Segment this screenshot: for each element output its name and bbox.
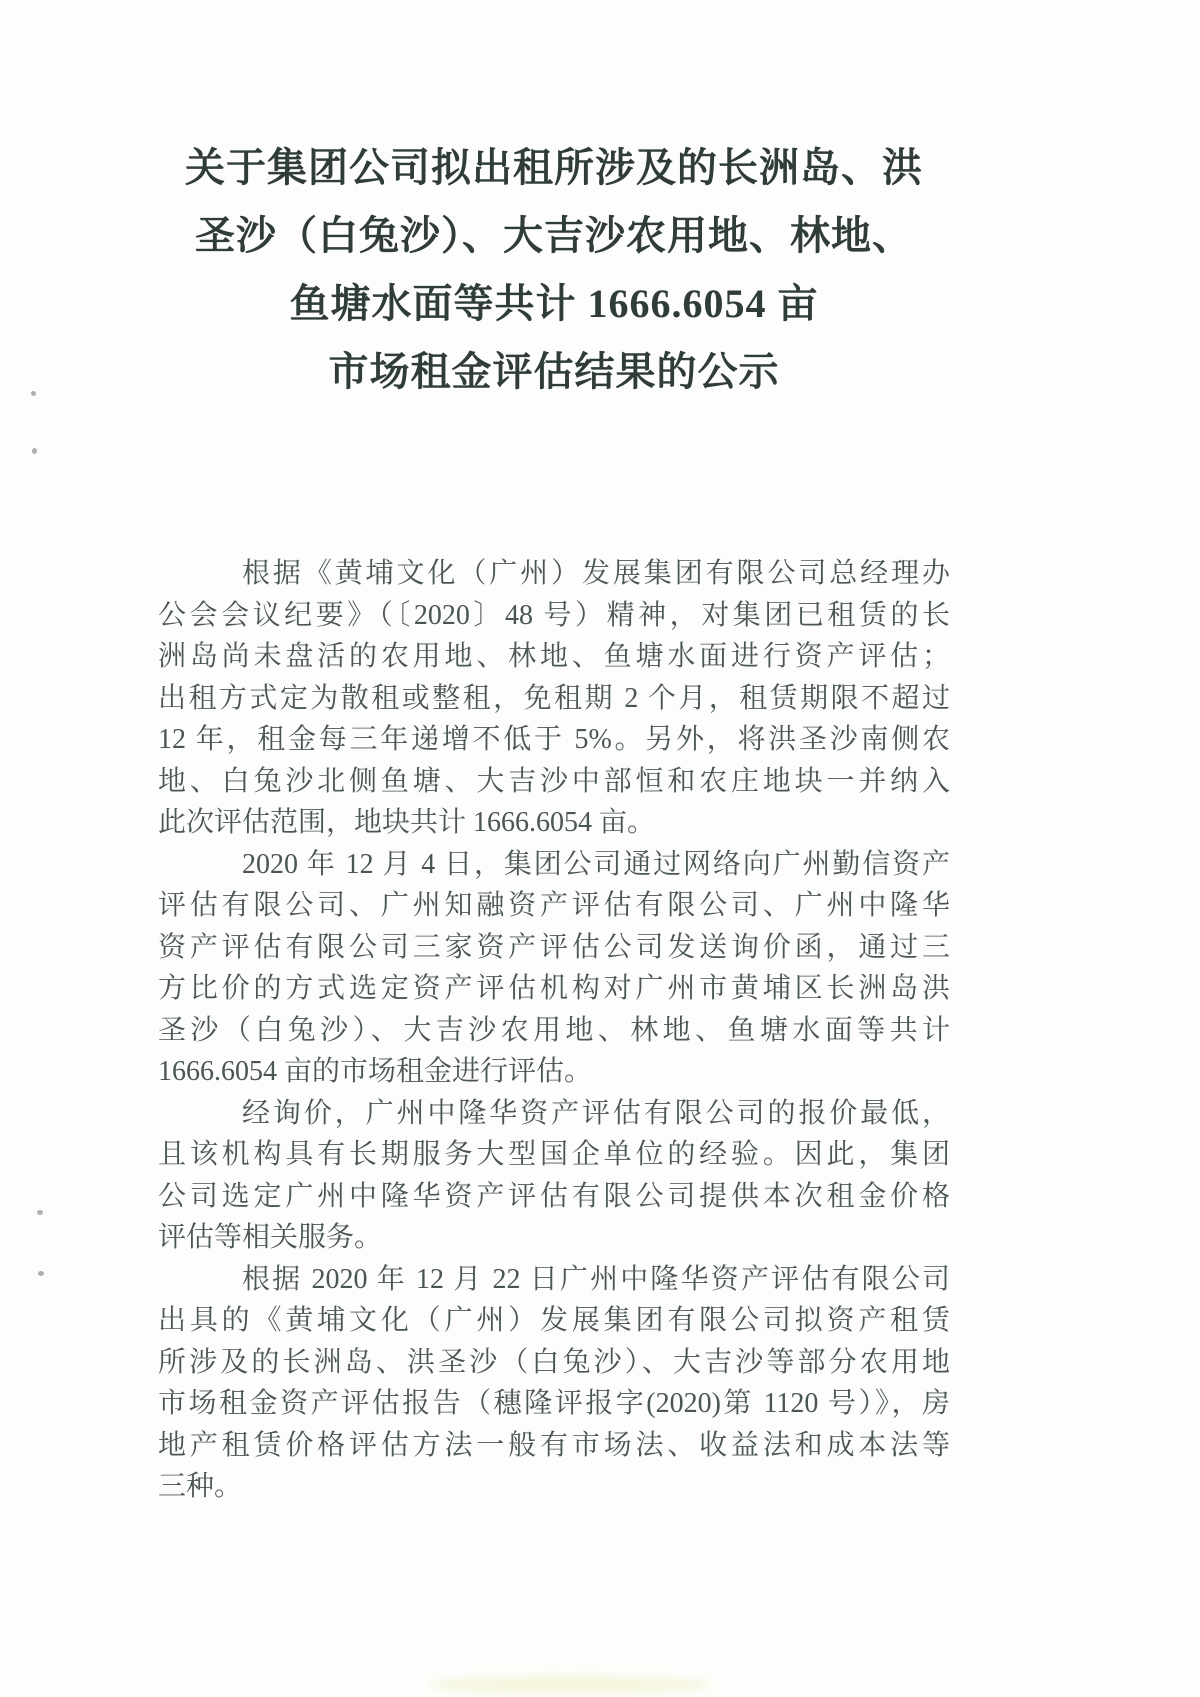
body-line: 12 年，租金每三年递增不低于 5%。另外，将洪圣沙南侧农 [158,724,950,755]
document-body [158,553,950,1508]
body-line: 三种。 [158,1471,243,1502]
body-line: 此次评估范围，地块共计 1666.6054 亩。 [158,807,656,838]
body-line: 资产评估有限公司三家资产评估公司发送询价函，通过三 [158,931,950,963]
body-line: 根据 2020 年 12 月 22 日广州中隆华资产评估有限公司 [242,1263,950,1295]
paragraph [158,553,950,844]
body-line: 1666.6054 亩的市场租金进行评估。 [158,1056,593,1087]
body-line: 地产租赁价格评估方法一般有市场法、收益法和成本法等 [158,1429,950,1461]
scan-smudge [430,1676,710,1694]
document-title [158,134,950,406]
title-line: 鱼塘水面等共计 1666.6054 亩 [289,281,819,326]
scan-speck [32,448,37,454]
paragraph [158,844,950,1093]
body-line: 出具的《黄埔文化（广州）发展集团有限公司拟资产租赁 [158,1305,950,1336]
title-line: 圣沙（白兔沙）、大吉沙农用地、林地、 [195,213,913,258]
body-line: 评估等相关服务。 [158,1222,383,1253]
body-line: 出租方式定为散租或整租，免租期 2 个月，租赁期限不超过 [158,682,950,714]
body-line: 公司选定广州中隆华资产评估有限公司提供本次租金价格 [158,1180,950,1212]
title-line: 市场租金评估结果的公示 [328,349,780,394]
body-line: 根据《黄埔文化（广州）发展集团有限公司总经理办 [242,558,950,589]
body-line: 圣沙（白兔沙）、大吉沙农用地、林地、鱼塘水面等共计 [158,1014,950,1046]
body-line: 公会会议纪要》（〔2020〕48 号）精神，对集团已租赁的长 [158,599,950,631]
scan-speck [31,391,36,396]
scan-speck [37,1210,43,1215]
body-line: 洲岛尚未盘活的农用地、林地、鱼塘水面进行资产评估； [158,641,950,672]
scan-speck [38,1271,44,1276]
body-line: 所涉及的长洲岛、洪圣沙（白兔沙）、大吉沙等部分农用地 [158,1346,950,1378]
title-line: 关于集团公司拟出租所涉及的长洲岛、洪 [185,145,923,190]
body-line: 2020 年 12 月 4 日，集团公司通过网络向广州勤信资产 [242,848,950,880]
body-line: 市场租金资产评估报告（穗隆评报字(2020)第 1120 号）》，房 [158,1388,950,1419]
body-line: 评估有限公司、广州知融资产评估有限公司、广州中隆华 [158,890,950,921]
body-line: 地、白兔沙北侧鱼塘、大吉沙中部恒和农庄地块一并纳入 [158,765,950,797]
body-line: 且该机构具有长期服务大型国企单位的经验。因此，集团 [158,1139,950,1170]
body-line: 经询价，广州中隆华资产评估有限公司的报价最低， [242,1097,950,1129]
paragraph [158,1259,950,1508]
paragraph [158,1093,950,1259]
body-line: 方比价的方式选定资产评估机构对广州市黄埔区长洲岛洪 [158,973,950,1004]
